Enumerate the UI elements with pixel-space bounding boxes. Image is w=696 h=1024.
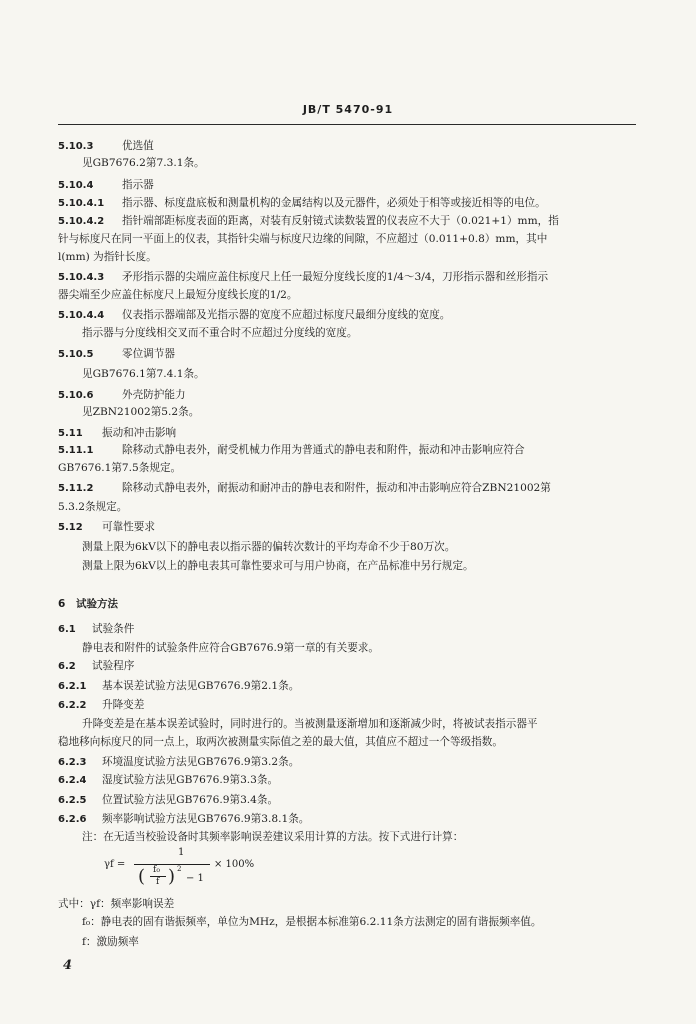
clause-text: 矛形指示器的尖端应盖住标度尺上任一最短分度线长度的1/4～3/4，刀形指示器和丝形指示 bbox=[122, 271, 549, 283]
clause-text: 外壳防护能力 bbox=[122, 389, 186, 401]
text-line bbox=[58, 755, 299, 770]
clause-text: 测量上限为6kV以下的静电表以指示器的偏转次数计的平均寿命不少于80万次。 bbox=[82, 541, 456, 553]
clause-text: 试验条件 bbox=[92, 623, 135, 635]
clause-text: 注：在无适当校验设备时其频率影响误差建议采用计算的方法。按下式进行计算： bbox=[82, 831, 464, 843]
text-line bbox=[58, 520, 155, 535]
text-line bbox=[82, 326, 357, 340]
clause-text: 仪表指示器端部及光指示器的宽度不应超过标度尺最细分度线的宽度。 bbox=[122, 309, 451, 321]
formula-times-percent: × 100% bbox=[214, 859, 255, 870]
text-line bbox=[58, 388, 186, 403]
text-line bbox=[58, 232, 547, 246]
clause-number: 6.1 bbox=[58, 624, 76, 635]
formula-exponent: 2 bbox=[177, 865, 182, 873]
text-line bbox=[58, 308, 450, 323]
text-line bbox=[58, 481, 551, 496]
clause-text: 器尖端至少应盖住标度尺上最短分度线长度的1/2。 bbox=[58, 289, 298, 301]
clause-number: 5.12 bbox=[58, 522, 83, 533]
clause-number: 6.2 bbox=[58, 661, 76, 672]
clause-text: 位置试验方法见GB7676.9第3.4条。 bbox=[102, 794, 279, 806]
clause-number: 6.2.2 bbox=[58, 700, 87, 711]
clause-text: 基本误差试验方法见GB7676.9第2.1条。 bbox=[102, 680, 300, 692]
text-line bbox=[58, 622, 134, 637]
clause-text: 稳地移向标度尺的同一点上，取两次被测量实际值之差的最大值，其值应不超过一个等级指数。 bbox=[58, 736, 503, 748]
clause-text: 指示器、标度盘底板和测量机构的金属结构以及元器件，必须处于相等或接近相等的电位。 bbox=[122, 197, 546, 209]
text-line bbox=[58, 659, 134, 674]
text-line bbox=[58, 698, 144, 713]
standard-header: JB/T 5470-91 bbox=[302, 103, 394, 116]
text-line bbox=[58, 139, 154, 154]
clause-text: 测量上限为6kV以上的静电表其可靠性要求可与用户协商，在产品标准中另行规定。 bbox=[82, 560, 474, 572]
text-line bbox=[58, 812, 309, 827]
text-line bbox=[58, 347, 175, 362]
text-line bbox=[58, 773, 278, 788]
clause-text: 指示器与分度线相交叉而不重合时不应超过分度线的宽度。 bbox=[82, 327, 358, 339]
text-line bbox=[58, 735, 503, 749]
text-line bbox=[58, 270, 548, 285]
clause-number: 6.2.3 bbox=[58, 757, 87, 768]
clause-number: 5.11.2 bbox=[58, 483, 94, 494]
clause-number: 5.10.4 bbox=[58, 180, 94, 191]
text-line bbox=[58, 178, 154, 193]
clause-number: 5.10.4.1 bbox=[58, 198, 105, 209]
clause-number: 6.2.1 bbox=[58, 681, 87, 692]
clause-number: 6.2.5 bbox=[58, 795, 87, 806]
clause-text: GB7676.1第7.5条规定。 bbox=[58, 462, 182, 474]
clause-text: 除移动式静电表外，耐受机械力作用为普通式的静电表和附件，振动和冲击影响应符合 bbox=[122, 444, 525, 456]
clause-text: 式中：γf：频率影响误差 bbox=[58, 898, 175, 910]
clause-text: 见ZBN21002第5.2条。 bbox=[82, 406, 200, 418]
text-line bbox=[82, 405, 199, 419]
clause-number: 6.2.4 bbox=[58, 775, 87, 786]
text-line bbox=[58, 500, 127, 514]
formula-close-paren: ) bbox=[168, 866, 176, 887]
clause-number: 5.11.1 bbox=[58, 445, 94, 456]
clause-text: 试验方法 bbox=[76, 598, 118, 610]
clause-number: 5.10.4.4 bbox=[58, 310, 105, 321]
clause-number: 5.10.6 bbox=[58, 390, 94, 401]
clause-text: 湿度试验方法见GB7676.9第3.3条。 bbox=[102, 774, 279, 786]
clause-text: f：激励频率 bbox=[82, 936, 139, 948]
frequency-error-formula bbox=[104, 845, 284, 893]
text-line bbox=[58, 250, 157, 264]
clause-text: 指针端部距标度表面的距离，对装有反射镜式读数装置的仪表应不大于（0.021+1）mm，指 bbox=[122, 215, 559, 227]
clause-text: 频率影响试验方法见GB7676.9第3.8.1条。 bbox=[102, 813, 310, 825]
clause-text: 试验程序 bbox=[92, 660, 135, 672]
text-line bbox=[58, 443, 525, 458]
clause-text: 零位调节器 bbox=[122, 348, 175, 360]
clause-number: 5.10.4.2 bbox=[58, 216, 105, 227]
clause-text: 环境温度试验方法见GB7676.9第3.2条。 bbox=[102, 756, 300, 768]
text-line bbox=[82, 717, 538, 731]
formula-inner-denominator: f bbox=[156, 877, 160, 887]
header-rule bbox=[58, 124, 636, 125]
clause-text: 5.3.2条规定。 bbox=[58, 501, 128, 513]
clause-number: 5.10.4.3 bbox=[58, 272, 105, 283]
formula-numerator: 1 bbox=[178, 847, 185, 858]
text-line bbox=[82, 830, 463, 844]
clause-text: 振动和冲击影响 bbox=[102, 427, 177, 439]
clause-text: 指示器 bbox=[122, 179, 154, 191]
clause-text: 优选值 bbox=[122, 140, 154, 152]
clause-text: f₀：静电表的固有谐振频率，单位为MHz，是根据本标准第6.2.11条方法测定的固有谐振频率值。 bbox=[82, 916, 542, 928]
text-line bbox=[82, 915, 542, 929]
formula-fraction-line bbox=[134, 864, 210, 865]
text-line bbox=[58, 793, 278, 808]
text-line bbox=[58, 461, 181, 475]
formula-open-paren: ( bbox=[138, 866, 146, 887]
clause-number: 6.2.6 bbox=[58, 814, 87, 825]
text-line bbox=[58, 288, 298, 302]
text-line bbox=[82, 559, 474, 573]
text-line bbox=[58, 426, 176, 441]
clause-number: 6 bbox=[58, 598, 66, 610]
formula-minus-one: − 1 bbox=[186, 873, 204, 884]
text-line bbox=[82, 641, 379, 655]
clause-number: 5.10.3 bbox=[58, 141, 94, 152]
clause-text: 升降变差 bbox=[102, 699, 145, 711]
clause-text: 可靠性要求 bbox=[102, 521, 155, 533]
clause-number: 5.10.5 bbox=[58, 349, 94, 360]
text-line bbox=[58, 897, 174, 911]
text-line bbox=[58, 679, 299, 694]
text-line bbox=[82, 156, 205, 170]
formula-lhs: γf = bbox=[104, 859, 126, 870]
clause-text: 见GB7676.2第7.3.1条。 bbox=[82, 157, 205, 169]
page-number: 4 bbox=[63, 958, 73, 973]
clause-text: 针与标度尺在同一平面上的仪表，其指针尖端与标度尺边缘的间隙，不应超过（0.011+0.8）mm，其中 bbox=[58, 233, 548, 245]
clause-text: 除移动式静电表外，耐振动和耐冲击的静电表和附件，振动和冲击影响应符合ZBN21002第 bbox=[122, 482, 551, 494]
clause-text: l(mm) 为指针长度。 bbox=[58, 251, 157, 263]
clause-text: 静电表和附件的试验条件应符合GB7676.9第一章的有关要求。 bbox=[82, 642, 379, 654]
text-line bbox=[58, 214, 559, 229]
text-line bbox=[82, 540, 455, 554]
text-line bbox=[82, 935, 139, 949]
clause-text: 升降变差是在基本误差试验时，同时进行的。当被测量逐渐增加和逐渐减少时，将被试表指示器平 bbox=[82, 718, 538, 730]
text-line bbox=[82, 367, 205, 381]
formula-inner-numerator: f₀ bbox=[153, 865, 160, 875]
text-line bbox=[58, 597, 118, 611]
text-line bbox=[58, 196, 546, 211]
clause-number: 5.11 bbox=[58, 428, 83, 439]
clause-text: 见GB7676.1第7.4.1条。 bbox=[82, 368, 205, 380]
